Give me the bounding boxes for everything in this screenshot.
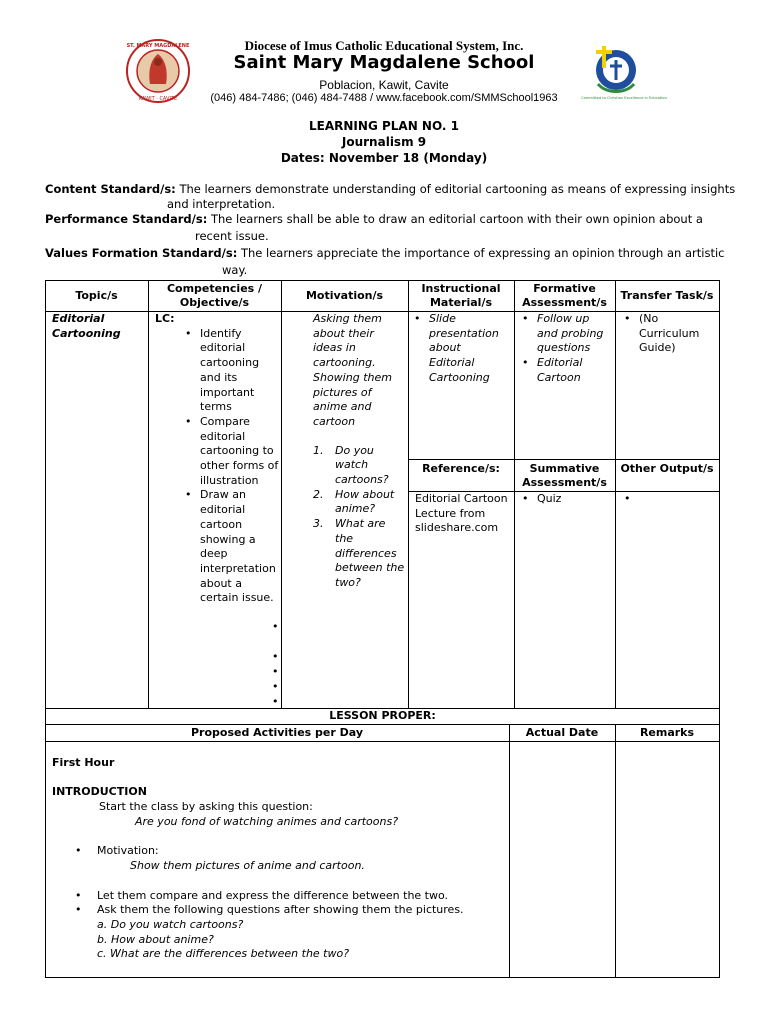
lesson-proper-title: LESSON PROPER: [329,709,436,722]
header-other-output: Other Output/s [620,462,714,475]
diocese-name: Diocese of Imus Catholic Educational System, Inc. [244,38,524,53]
competency-item: • Identify editorial cartooning and its important terms [183,327,279,415]
reference-value: Editorial Cartoon Lecture from slideshare.com [415,492,508,535]
competencies-list [155,327,279,606]
topic-value: Editorial Cartooning [52,312,121,340]
values-standard-cont: way. [222,263,248,277]
motivation-question: 3. What are the differences between the two? [313,517,405,589]
material-item: • Slide presentation about Editorial Cartooning [412,312,508,386]
summative-list [520,492,612,507]
svg-text:Committed to Christian Excelle: Committed to Christian Excellence in Education [581,96,667,100]
plan-title: LEARNING PLAN NO. 1 [309,119,459,133]
bullet-dot: • [75,903,82,916]
header-competencies-line2: Objective/s [179,296,250,309]
header-materials-line2: Material/s [429,296,493,309]
content-standard-cont: and interpretation. [167,197,276,211]
header-topic: Topic/s [75,289,118,302]
performance-standard-cont: recent issue. [195,229,269,243]
summative-item: • Quiz [520,492,612,507]
header-summative-line1: Summative [529,462,600,475]
motivation-questions [313,444,405,591]
intro-start-text: Start the class by asking this question: [99,800,313,813]
formative-item: • Follow up and probing questions [520,312,612,356]
values-standard [45,246,725,260]
transfer-cell [622,312,714,356]
sub-question-c: c. What are the differences between the two? [97,947,350,960]
competency-item: • Draw an editorial cartoon showing a deep interpretation about a certain issue. [183,488,279,606]
performance-standard-text: The learners shall be able to draw an editorial cartoon with their own opinion about a [210,212,703,226]
school-address: Poblacion, Kawit, Cavite [319,78,449,92]
header-competencies [148,282,281,310]
plan-dates: Dates: November 18 (Monday) [280,151,488,165]
school-name: Saint Mary Magdalene School [233,52,535,73]
header-motivation: Motivation/s [305,289,384,302]
intro-question: Are you fond of watching animes and cartoons? [135,815,399,828]
transfer-item: • (No Curriculum Guide) [622,312,714,356]
svg-text:ST. MARY MAGDALENE: ST. MARY MAGDALENE [126,43,190,49]
content-standard-label: Content Standard/s: [45,182,176,196]
deped-diocese-logo [581,42,667,102]
values-standard-label: Values Formation Standard/s: [45,246,238,260]
school-contact: (046) 484-7486; (046) 484-7488 / www.facebook.com/SMMSchool1963 [210,92,558,104]
materials-list [412,312,508,386]
formative-item: • Editorial Cartoon [520,356,612,385]
empty-bullets: • • • • • [272,620,279,708]
motivation-intro: Asking them about their ideas in cartooning. Showing them pictures of anime and cartoon [313,312,392,428]
formative-cell [520,312,612,386]
header-materials-line1: Instructional [421,282,501,295]
motivation-question: 2. How about anime? [313,487,395,516]
first-hour-label: First Hour [52,756,115,769]
performance-standard [45,212,703,226]
header-summative [514,462,615,490]
header-activities: Proposed Activities per Day [190,726,364,739]
introduction-label: INTRODUCTION [52,785,147,798]
formative-list [520,312,612,386]
header-transfer: Transfer Task/s [620,289,714,302]
header-formative-line1: Formative [533,282,596,295]
content-standard-text: The learners demonstrate understanding of editorial cartooning as means of expressing insights [179,182,736,196]
competencies-cell [155,312,279,606]
summative-cell [520,492,612,507]
motivation-label: Motivation: [97,844,159,857]
bullet-dot: • [75,889,82,902]
content-standard [45,182,735,196]
header-actual-date: Actual Date [525,726,599,739]
sub-question-b: b. How about anime? [97,933,214,946]
header-reference: Reference/s: [422,462,500,475]
svg-text:KAWIT · CAVITE: KAWIT · CAVITE [138,96,178,102]
header-remarks: Remarks [639,726,695,739]
performance-standard-label: Performance Standard/s: [45,212,208,226]
header-formative [514,282,615,310]
motivation-text: Show them pictures of anime and cartoon. [130,859,365,872]
sub-question-a: a. Do you watch cartoons? [97,918,244,931]
lc-label: LC: [155,312,175,325]
compare-bullet: Let them compare and express the difference between the two. [97,889,449,902]
ask-bullet: Ask them the following questions after showing them the pictures. [97,903,464,916]
header-formative-line2: Assessment/s [522,296,607,309]
motivation-cell [313,312,405,591]
bullet-dot: • [75,844,82,857]
header-materials [408,282,514,310]
plan-subject: Journalism 9 [341,135,427,149]
competency-item: • Compare editorial cartooning to other forms of illustration [183,415,279,489]
values-standard-text: The learners appreciate the importance of expressing an opinion through an artistic [240,246,725,260]
motivation-question: 1. Do you watch cartoons? [313,443,389,487]
header-summative-line2: Assessment/s [522,476,607,489]
materials-cell [412,312,508,386]
transfer-list [622,312,714,356]
header-competencies-line1: Competencies / [166,282,263,295]
